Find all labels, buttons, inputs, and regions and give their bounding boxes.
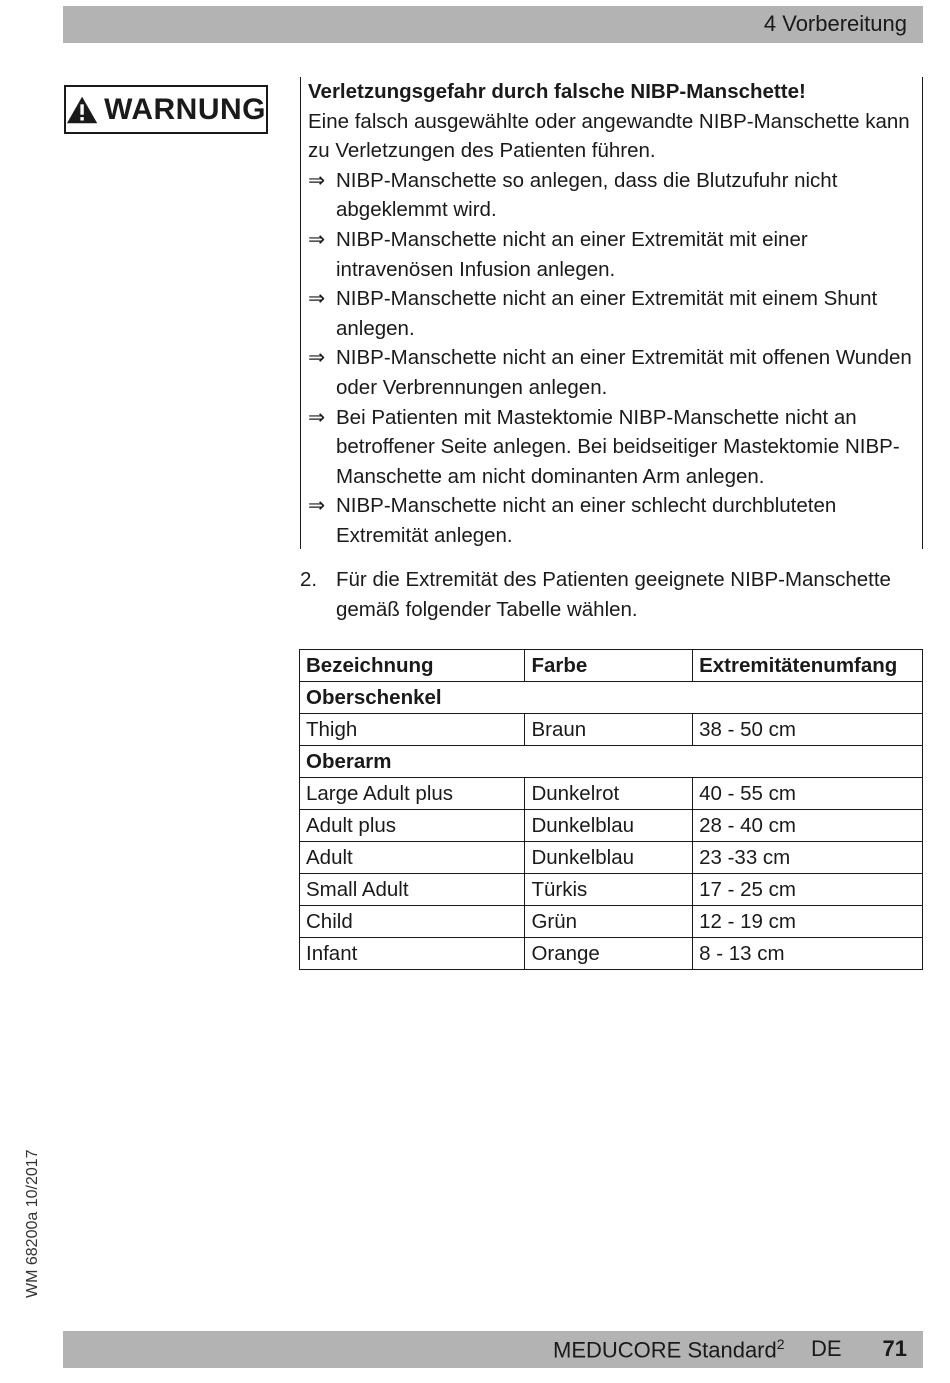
product-superscript: 2 (776, 1336, 785, 1352)
table-row (300, 778, 923, 810)
table-cell: 38 - 50 cm (693, 714, 923, 746)
table-cell: 40 - 55 cm (693, 778, 923, 810)
category-cell: Oberschenkel (300, 682, 923, 714)
step-text: Für die Extremität des Patienten geeignete NIBP-Manschette gemäß folgender Tabelle wählen. (336, 568, 891, 621)
warning-label: WARNUNG (104, 92, 266, 126)
table-cell: Braun (525, 714, 693, 746)
table-cell: Grün (525, 906, 693, 938)
language-code: DE (811, 1336, 842, 1361)
table-cell: 8 - 13 cm (693, 938, 923, 970)
table-cell: 12 - 19 cm (693, 906, 923, 938)
instruction-step (300, 565, 923, 624)
table-header-row (300, 650, 923, 682)
table-row (300, 714, 923, 746)
arrow-icon: ⇒ (308, 346, 326, 370)
table-row (300, 938, 923, 970)
warning-item (308, 166, 918, 225)
arrow-icon: ⇒ (308, 168, 326, 192)
column-header: Extremitätenumfang (693, 650, 923, 682)
warning-triangle-icon (66, 95, 98, 125)
warning-item-text: NIBP-Manschette nicht an einer Extremität mit einer intravenösen Infusion anlegen. (336, 227, 808, 281)
cuff-table (299, 649, 923, 970)
warning-item (308, 225, 918, 284)
warning-title: Verletzungsgefahr durch falsche NIBP-Manschette! (308, 80, 806, 103)
arrow-icon: ⇒ (308, 494, 326, 518)
table-cell: Small Adult (300, 874, 525, 906)
table-cell: Dunkelrot (525, 778, 693, 810)
warning-item-text: NIBP-Manschette nicht an einer schlecht durchbluteten Extremität anlegen. (336, 494, 837, 547)
product-name (553, 1336, 785, 1363)
table-row (300, 842, 923, 874)
table-category-row (300, 746, 923, 778)
table-cell: Adult (300, 842, 525, 874)
table-cell: Thigh (300, 714, 525, 746)
warning-content (300, 77, 923, 549)
category-cell: Oberarm (300, 746, 923, 778)
page-number: 71 (882, 1336, 907, 1361)
section-title: 4 Vorbereitung (763, 11, 907, 36)
product-name-text: MEDUCORE Standard (553, 1337, 777, 1363)
footer-bar (63, 1331, 923, 1368)
warning-item-text: NIBP-Manschette so anlegen, dass die Blutzufuhr nicht abgeklemmt wird. (336, 168, 838, 222)
table-cell: Adult plus (300, 810, 525, 842)
table-cell: Large Adult plus (300, 778, 525, 810)
warning-item-text: NIBP-Manschette nicht an einer Extremität mit offenen Wunden oder Verbrennungen anlegen. (336, 346, 912, 399)
table-cell: 23 -33 cm (693, 842, 923, 874)
document-code: WM 68200a 10/2017 (24, 1149, 41, 1298)
warning-item (308, 284, 918, 343)
table-cell: Child (300, 906, 525, 938)
table-cell: Dunkelblau (525, 810, 693, 842)
warning-items (308, 166, 918, 551)
warning-item (308, 403, 918, 492)
warning-item-text: NIBP-Manschette nicht an einer Extremität mit einem Shunt anlegen. (336, 287, 878, 340)
warning-item (308, 491, 918, 550)
column-header: Bezeichnung (300, 650, 525, 682)
table-cell: 28 - 40 cm (693, 810, 923, 842)
column-header: Farbe (525, 650, 693, 682)
table-cell: Orange (525, 938, 693, 970)
arrow-icon: ⇒ (308, 227, 326, 251)
step-number: 2. (300, 568, 318, 591)
warning-intro: Eine falsch ausgewählte oder angewandte NIBP-Manschette kann zu Verletzungen des Patienten führen. (308, 109, 910, 163)
table-row (300, 906, 923, 938)
arrow-icon: ⇒ (308, 405, 326, 429)
table-cell: Infant (300, 938, 525, 970)
warning-box (64, 85, 268, 134)
table-cell: Dunkelblau (525, 842, 693, 874)
table-cell: 17 - 25 cm (693, 874, 923, 906)
warning-item (308, 343, 918, 402)
table-body (300, 682, 923, 970)
table-cell: Türkis (525, 874, 693, 906)
header-bar (63, 6, 923, 43)
table-row (300, 810, 923, 842)
table-category-row (300, 682, 923, 714)
table-row (300, 874, 923, 906)
arrow-icon: ⇒ (308, 287, 326, 311)
warning-item-text: Bei Patienten mit Mastektomie NIBP-Manschette nicht an betroffener Seite anlegen. Bei beidseitiger Mastektomie NIBP-Manschette am nicht dominanten Arm anlegen. (336, 405, 900, 488)
